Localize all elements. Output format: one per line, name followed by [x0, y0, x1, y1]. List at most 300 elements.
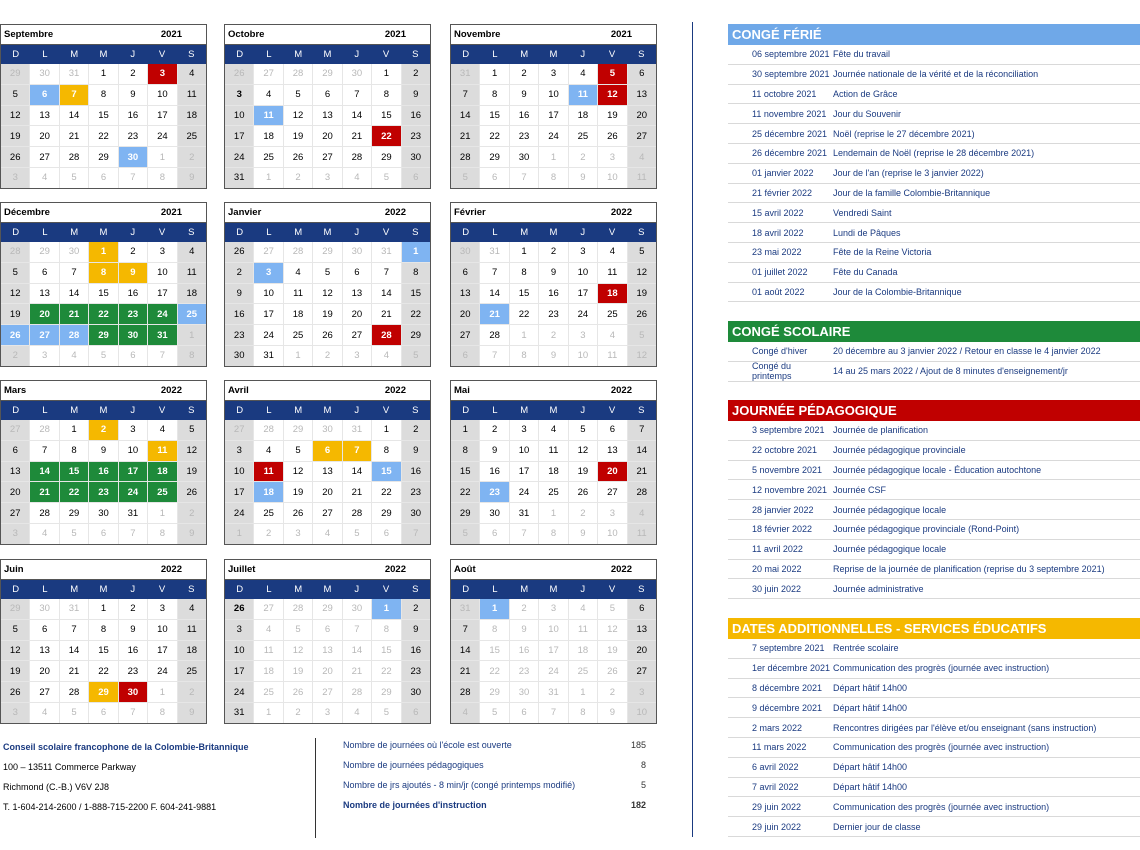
legend-description: Fête du Canada [833, 267, 898, 278]
weekday-label: J [580, 49, 586, 60]
weekday-label: S [638, 405, 645, 416]
day-cell: 22 [480, 126, 508, 146]
day-cell: 12 [569, 441, 597, 461]
weekday-label: M [323, 227, 332, 238]
day-cell: 25 [254, 503, 282, 523]
weekday-label: V [158, 227, 166, 238]
day-cell: 5 [451, 168, 479, 188]
legend-date: 29 juin 2022 [752, 801, 802, 812]
day-cell: 6 [89, 168, 117, 188]
weekday-label: J [130, 49, 136, 60]
day-cell: 3 [598, 147, 626, 167]
day-cell: 11 [284, 284, 312, 304]
day-cell: 24 [148, 304, 176, 324]
weekday-label: J [354, 584, 360, 595]
legend-row [728, 283, 1140, 303]
day-cell: 29 [372, 147, 400, 167]
legend-row [728, 797, 1140, 817]
stat-value: 185 [630, 740, 646, 750]
day-cell: 15 [480, 106, 508, 126]
weekday-label: J [354, 405, 360, 416]
legend-row [728, 104, 1140, 124]
day-cell: 4 [343, 703, 371, 723]
day-cell: 5 [372, 168, 400, 188]
day-cell: 5 [60, 168, 88, 188]
weekday-label: M [520, 584, 529, 595]
weekday-row [225, 580, 430, 599]
legend-date: 11 octobre 2021 [752, 88, 817, 99]
legend-description: Journée pédagogique provinciale [833, 445, 966, 456]
stat-row [343, 760, 646, 780]
day-cell: 31 [119, 503, 147, 523]
day-cell: 6 [402, 703, 430, 723]
day-cell: 23 [402, 482, 430, 502]
weekday-label: D [462, 49, 470, 60]
weekday-label: D [12, 49, 20, 60]
day-cell: 7 [60, 263, 88, 283]
day-cell: 3 [539, 64, 567, 84]
day-cell: 9 [598, 703, 626, 723]
day-cell: 26 [1, 147, 29, 167]
legend-date: 11 mars 2022 [752, 742, 807, 753]
legend-row [728, 480, 1140, 500]
weekday-label: S [188, 405, 195, 416]
weekday-label: M [70, 584, 79, 595]
day-cell: 23 [119, 126, 147, 146]
legend-description: Lendemain de Noël (reprise le 28 décembre 2021) [833, 148, 1035, 159]
day-cell: 24 [225, 147, 253, 167]
day-cell: 16 [89, 462, 117, 482]
legend-date: 21 février 2022 [752, 187, 813, 198]
day-grid [225, 64, 430, 188]
day-cell: 19 [313, 304, 341, 324]
day-cell: 1 [254, 168, 282, 188]
day-cell: 8 [148, 703, 176, 723]
month-year: 2022 [610, 385, 632, 396]
day-cell: 2 [225, 263, 253, 283]
day-cell: 9 [225, 284, 253, 304]
day-cell: 27 [313, 682, 341, 702]
legend-description: 20 décembre au 3 janvier 2022 / Retour en classe le 4 janvier 2022 [833, 346, 1101, 357]
legend-description: Lundi de Pâques [833, 227, 901, 238]
day-cell: 26 [313, 325, 341, 345]
day-cell: 3 [510, 420, 538, 440]
legend-description: Jour de la Colombie-Britannique [833, 286, 962, 297]
weekday-label: M [294, 584, 303, 595]
legend-row [728, 738, 1140, 758]
day-cell: 13 [598, 441, 626, 461]
weekday-label: V [382, 584, 390, 595]
legend-row [728, 223, 1140, 243]
day-cell: 30 [510, 682, 538, 702]
day-cell: 1 [60, 420, 88, 440]
day-cell: 21 [60, 661, 88, 681]
month-name: Mars [4, 385, 27, 396]
day-cell: 1 [284, 346, 312, 366]
legend-description: Journée nationale de la vérité et de la réconciliation [833, 69, 1039, 80]
month-header [451, 560, 656, 580]
day-cell: 18 [148, 462, 176, 482]
day-cell: 26 [1, 325, 29, 345]
day-cell: 23 [225, 325, 253, 345]
weekday-label: M [520, 405, 529, 416]
month-header [1, 381, 206, 401]
day-cell: 9 [569, 168, 597, 188]
day-cell: 30 [402, 503, 430, 523]
day-cell: 4 [30, 168, 58, 188]
weekday-label: L [492, 227, 498, 238]
day-cell: 5 [313, 263, 341, 283]
day-cell: 29 [89, 682, 117, 702]
weekday-label: M [549, 584, 558, 595]
weekday-label: S [412, 405, 419, 416]
day-cell: 3 [569, 242, 597, 262]
day-cell: 18 [178, 284, 206, 304]
day-cell: 20 [313, 482, 341, 502]
legend-description: Communication des progrès (journée avec instruction) [833, 742, 1050, 753]
month-name: Septembre [4, 29, 54, 40]
day-cell: 27 [254, 242, 282, 262]
day-cell: 10 [569, 263, 597, 283]
day-cell: 18 [178, 106, 206, 126]
day-cell: 8 [89, 620, 117, 640]
legend-date: 7 septembre 2021 [752, 643, 825, 654]
legend-description: Dernier jour de classe [833, 821, 921, 832]
day-cell: 14 [343, 106, 371, 126]
weekday-label: M [549, 405, 558, 416]
day-cell: 15 [372, 462, 400, 482]
day-cell: 2 [480, 420, 508, 440]
legend-row [728, 718, 1140, 738]
day-cell: 28 [343, 682, 371, 702]
weekday-label: V [382, 405, 390, 416]
legend-row [728, 639, 1140, 659]
day-cell: 5 [284, 85, 312, 105]
day-cell: 10 [628, 703, 656, 723]
month-year: 2021 [384, 29, 406, 40]
day-cell: 1 [148, 147, 176, 167]
month-year: 2022 [610, 207, 632, 218]
day-cell: 4 [628, 503, 656, 523]
day-cell: 12 [598, 620, 626, 640]
weekday-label: D [236, 227, 244, 238]
legend-description: Journée pédagogique provinciale (Rond-Point) [833, 524, 1020, 535]
legend-description: Action de Grâce [833, 88, 898, 99]
day-cell: 20 [628, 106, 656, 126]
month-calendar-2 [224, 24, 431, 189]
day-cell: 13 [313, 641, 341, 661]
day-cell: 6 [628, 599, 656, 619]
day-cell: 13 [628, 85, 656, 105]
day-cell: 15 [451, 462, 479, 482]
legend-row [728, 203, 1140, 223]
day-cell: 4 [628, 147, 656, 167]
day-cell: 26 [225, 64, 253, 84]
legend-row [728, 362, 1140, 382]
day-cell: 9 [178, 703, 206, 723]
day-cell: 19 [284, 661, 312, 681]
legend-date: 30 juin 2022 [752, 583, 802, 594]
day-cell: 7 [510, 524, 538, 544]
day-cell: 25 [569, 661, 597, 681]
day-cell: 21 [60, 126, 88, 146]
day-cell: 12 [1, 284, 29, 304]
day-cell: 10 [569, 346, 597, 366]
day-cell: 2 [402, 599, 430, 619]
day-cell: 30 [313, 420, 341, 440]
day-cell: 6 [480, 524, 508, 544]
legend-date: 8 décembre 2021 [752, 682, 823, 693]
day-cell: 12 [1, 106, 29, 126]
legend-date: 12 novembre 2021 [752, 484, 828, 495]
day-cell: 21 [480, 304, 508, 324]
day-cell: 10 [225, 106, 253, 126]
day-cell: 4 [178, 64, 206, 84]
weekday-label: M [99, 49, 108, 60]
day-cell: 8 [148, 168, 176, 188]
day-cell: 28 [30, 420, 58, 440]
day-cell: 28 [254, 420, 282, 440]
day-cell: 25 [539, 482, 567, 502]
day-cell: 2 [178, 682, 206, 702]
weekday-label: V [158, 584, 166, 595]
day-cell: 1 [539, 147, 567, 167]
weekday-label: D [462, 405, 470, 416]
legend-description: Départ hâtif 14h00 [833, 682, 908, 693]
day-cell: 5 [343, 524, 371, 544]
day-cell: 1 [225, 524, 253, 544]
day-cell: 7 [343, 85, 371, 105]
day-cell: 6 [1, 441, 29, 461]
day-cell: 12 [178, 441, 206, 461]
day-cell: 10 [254, 284, 282, 304]
day-cell: 29 [313, 242, 341, 262]
day-cell: 17 [148, 641, 176, 661]
day-cell: 22 [480, 661, 508, 681]
day-cell: 2 [510, 599, 538, 619]
legend-row [728, 124, 1140, 144]
month-year: 2022 [610, 564, 632, 575]
day-cell: 30 [60, 242, 88, 262]
day-grid [225, 242, 430, 366]
day-cell: 3 [119, 420, 147, 440]
day-cell: 28 [30, 503, 58, 523]
day-cell: 29 [1, 64, 29, 84]
day-cell: 3 [148, 599, 176, 619]
day-cell: 11 [539, 441, 567, 461]
day-cell: 23 [510, 126, 538, 146]
month-header [451, 25, 656, 45]
day-cell: 28 [60, 682, 88, 702]
weekday-label: S [412, 49, 419, 60]
day-cell: 10 [510, 441, 538, 461]
day-cell: 30 [119, 682, 147, 702]
legend-date: 01 juillet 2022 [752, 267, 808, 278]
day-cell: 4 [598, 242, 626, 262]
day-cell: 5 [598, 64, 626, 84]
day-cell: 23 [119, 661, 147, 681]
day-grid [451, 599, 656, 723]
day-cell: 7 [628, 420, 656, 440]
weekday-label: L [42, 49, 48, 60]
month-header [451, 381, 656, 401]
weekday-row [451, 45, 656, 64]
month-header [225, 560, 430, 580]
day-cell: 9 [89, 441, 117, 461]
day-cell: 8 [372, 441, 400, 461]
day-cell: 30 [30, 599, 58, 619]
month-year: 2021 [160, 207, 182, 218]
day-cell: 13 [343, 284, 371, 304]
legend-description: Vendredi Saint [833, 207, 892, 218]
legend-row [728, 679, 1140, 699]
day-cell: 23 [510, 661, 538, 681]
day-cell: 6 [313, 441, 341, 461]
day-cell: 2 [598, 682, 626, 702]
weekday-label: M [70, 49, 79, 60]
day-cell: 6 [30, 85, 58, 105]
day-cell: 25 [598, 304, 626, 324]
day-cell: 13 [30, 106, 58, 126]
day-cell: 9 [569, 524, 597, 544]
day-cell: 4 [254, 620, 282, 640]
day-cell: 4 [451, 703, 479, 723]
month-name: Juin [4, 564, 24, 575]
stat-value: 5 [640, 780, 646, 790]
day-cell: 2 [569, 147, 597, 167]
day-cell: 24 [569, 304, 597, 324]
day-cell: 20 [628, 641, 656, 661]
day-cell: 27 [598, 482, 626, 502]
legend-description: Journée pédagogique locale - Éducation autochtone [833, 464, 1042, 475]
legend-row [728, 441, 1140, 461]
day-cell: 3 [598, 503, 626, 523]
day-cell: 11 [178, 85, 206, 105]
day-cell: 28 [451, 147, 479, 167]
day-count-stats [343, 740, 646, 820]
day-cell: 1 [372, 599, 400, 619]
day-cell: 10 [598, 168, 626, 188]
legend-row [728, 342, 1140, 362]
day-cell: 6 [89, 703, 117, 723]
day-cell: 7 [60, 620, 88, 640]
day-cell: 4 [569, 599, 597, 619]
legend-date: 3 septembre 2021 [752, 425, 825, 436]
day-cell: 26 [1, 682, 29, 702]
day-cell: 1 [480, 64, 508, 84]
month-calendar-8 [224, 380, 431, 545]
day-cell: 16 [119, 106, 147, 126]
month-calendar-7 [0, 380, 207, 545]
day-cell: 3 [628, 682, 656, 702]
day-cell: 10 [598, 524, 626, 544]
legend-description: Reprise de la journée de planification (reprise du 3 septembre 2021) [833, 563, 1105, 574]
day-cell: 15 [372, 641, 400, 661]
month-header [1, 203, 206, 223]
weekday-label: D [12, 227, 20, 238]
day-cell: 18 [284, 304, 312, 324]
day-cell: 6 [480, 168, 508, 188]
day-cell: 4 [569, 64, 597, 84]
day-cell: 12 [1, 641, 29, 661]
month-name: Janvier [228, 207, 262, 218]
day-cell: 30 [451, 242, 479, 262]
day-cell: 19 [569, 462, 597, 482]
stat-row [343, 780, 646, 800]
weekday-label: V [158, 49, 166, 60]
day-cell: 18 [569, 641, 597, 661]
phone-line: T. 1-604-214-2600 / 1-888-715-2200 F. 604-241-9881 [3, 802, 217, 812]
weekday-label: D [12, 405, 20, 416]
day-cell: 2 [569, 503, 597, 523]
section-header: DATES ADDITIONNELLES - SERVICES ÉDUCATIFS [728, 618, 1140, 639]
day-cell: 5 [372, 703, 400, 723]
day-cell: 24 [539, 661, 567, 681]
day-cell: 14 [343, 462, 371, 482]
day-cell: 24 [148, 126, 176, 146]
section-header: CONGÉ FÉRIÉ [728, 24, 1140, 45]
month-name: Février [454, 207, 486, 218]
legend-date: 30 septembre 2021 [752, 69, 830, 80]
legend-date: 06 septembre 2021 [752, 49, 830, 60]
day-cell: 3 [569, 325, 597, 345]
weekday-row [225, 223, 430, 242]
day-cell: 20 [313, 126, 341, 146]
day-cell: 8 [148, 524, 176, 544]
day-cell: 5 [284, 441, 312, 461]
legend-date: Congé d'hiver [752, 346, 808, 357]
day-cell: 17 [225, 661, 253, 681]
day-cell: 8 [539, 168, 567, 188]
month-name: Mai [454, 385, 470, 396]
day-cell: 16 [225, 304, 253, 324]
day-cell: 21 [372, 304, 400, 324]
month-calendar-11 [224, 559, 431, 724]
day-cell: 12 [628, 263, 656, 283]
day-cell: 15 [480, 641, 508, 661]
day-cell: 28 [60, 325, 88, 345]
day-cell: 7 [343, 441, 371, 461]
day-cell: 26 [225, 242, 253, 262]
day-cell: 13 [313, 106, 341, 126]
day-cell: 30 [480, 503, 508, 523]
day-cell: 8 [372, 620, 400, 640]
day-cell: 27 [343, 325, 371, 345]
legend-description: Journée pédagogique locale [833, 544, 947, 555]
legend-row [728, 144, 1140, 164]
day-cell: 21 [451, 661, 479, 681]
weekday-row [225, 401, 430, 420]
day-cell: 3 [1, 168, 29, 188]
day-cell: 5 [402, 346, 430, 366]
legend-description: Départ hâtif 14h00 [833, 781, 908, 792]
day-cell: 13 [30, 641, 58, 661]
day-cell: 26 [284, 682, 312, 702]
stat-row [343, 800, 646, 820]
month-header [225, 25, 430, 45]
legend-description: Journée de planification [833, 425, 929, 436]
day-cell: 10 [148, 620, 176, 640]
day-cell: 15 [89, 106, 117, 126]
day-cell: 27 [313, 503, 341, 523]
day-cell: 22 [402, 304, 430, 324]
legend-date: 26 décembre 2021 [752, 148, 828, 159]
calendar-grid [0, 0, 660, 720]
legend-description: Jour du Souvenir [833, 108, 902, 119]
day-cell: 11 [254, 641, 282, 661]
legend-row [728, 540, 1140, 560]
day-cell: 3 [539, 599, 567, 619]
